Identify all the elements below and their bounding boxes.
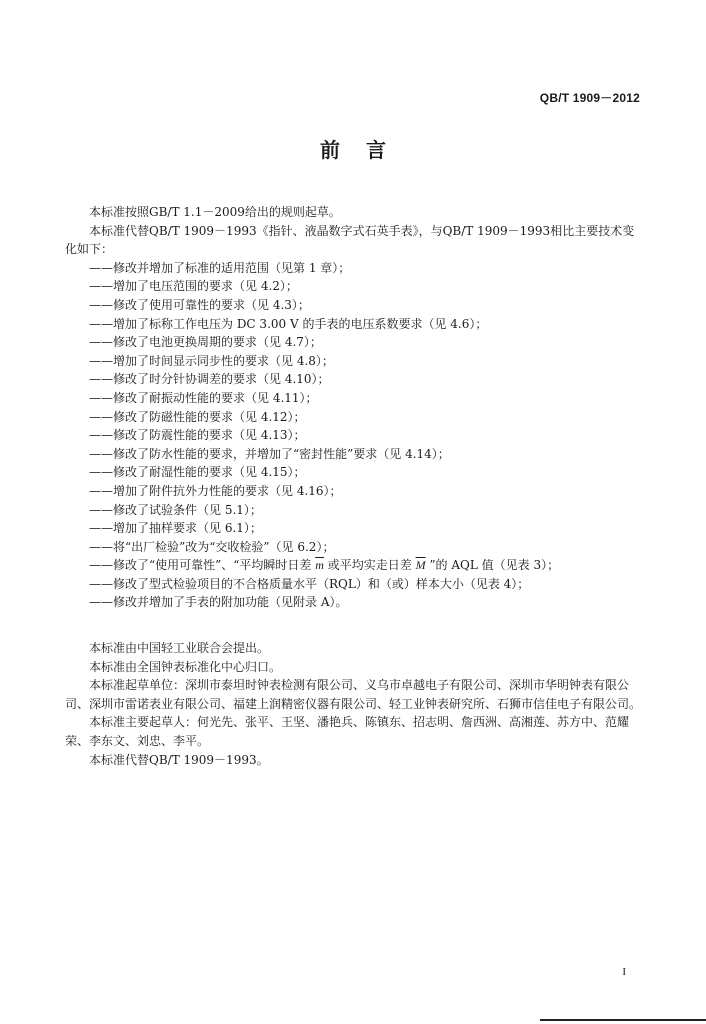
paragraph-drafting-units: 本标准起草单位：深圳市泰坦时钟表检测有限公司、义乌市卓越电子有限公司、深圳市华明钟表有限公司、深圳市雷诺表业有限公司、福建上润精密仪器有限公司、轻工业钟表研究所、石狮市信佳电子有限公司。 (65, 678, 642, 711)
foreword-body (65, 203, 643, 769)
aql-middle: 或平均实走日差 (327, 558, 412, 573)
paragraph-proposed-by: 本标准由中国轻工业联合会提出。 (89, 641, 270, 656)
page-number: I (622, 966, 626, 978)
paragraph-replaces: 本标准代替QB/T 1909－1993。 (89, 752, 269, 767)
change-item: ——修改了耐振动性能的要求（见 4.11）； (89, 390, 318, 405)
change-item: ——修改了电池更换周期的要求（见 4.7）； (89, 335, 322, 350)
bottom-divider (540, 1019, 706, 1021)
page-title: 前言 (320, 138, 412, 162)
standard-number: QB/T 1909－2012 (539, 91, 640, 105)
paragraph-under-jurisdiction: 本标准由全国钟表标准化中心归口。 (89, 659, 282, 674)
change-item: ——增加了电压范围的要求（见 4.2）； (89, 279, 298, 294)
change-item: ——修改了防震性能的要求（见 4.13）； (89, 428, 306, 443)
paragraph-drafting-rule: 本标准按照GB/T 1.1－2009给出的规则起草。 (89, 205, 341, 219)
change-item: ——增加了抽样要求（见 6.1）； (89, 521, 262, 536)
paragraph-replaces-intro: 本标准代替QB/T 1909－1993《指针、液晶数字式石英手表》，与QB/T 1909－1993相比主要技术变化如下： (65, 223, 635, 257)
symbol-m: $\overline{m}$ (315, 558, 324, 573)
change-item: ——修改了使用可靠性的要求（见 4.3）； (89, 297, 310, 312)
change-item: ——修改了试验条件（见 5.1）； (89, 502, 262, 517)
paragraph-drafters: 本标准主要起草人：何光先、张平、王坚、潘艳兵、陈镇东、招志明、詹西洲、高湘莲、苏方中、范耀荣、李东文、刘忠、李平。 (65, 715, 630, 749)
symbol-M: $\overline{M}$ (415, 558, 426, 573)
change-item: ——修改了防水性能的要求，并增加了“密封性能”要求（见 4.14）； (89, 446, 450, 461)
change-item: ——增加了附件抗外力性能的要求（见 4.16）； (89, 483, 342, 498)
aql-suffix: ”的 AQL 值（见表 3）； (429, 558, 560, 573)
change-item: ——增加了时间显示同步性的要求（见 4.8）； (89, 353, 334, 368)
change-item-aql (65, 556, 643, 575)
aql-prefix: ——修改了“使用可靠性”、“平均瞬时日差 (89, 558, 312, 573)
change-item: ——修改了时分针协调差的要求（见 4.10）； (89, 372, 330, 387)
change-item: ——修改了防磁性能的要求（见 4.12）； (89, 409, 306, 424)
change-item: ——修改并增加了手表的附加功能（见附录 A）。 (89, 595, 348, 610)
change-item: ——修改了耐湿性能的要求（见 4.15）； (89, 465, 306, 480)
change-item: ——将“出厂检验”改为“交收检验”（见 6.2）； (89, 539, 335, 554)
change-item: ——修改了型式检验项目的不合格质量水平（RQL）和（或）样本大小（见表 4）； (89, 576, 530, 591)
change-item: ——增加了标称工作电压为 DC 3.00 V 的手表的电压系数要求（见 4.6）； (89, 316, 488, 331)
change-item: ——修改并增加了标准的适用范围（见第 1 章）； (89, 260, 351, 275)
